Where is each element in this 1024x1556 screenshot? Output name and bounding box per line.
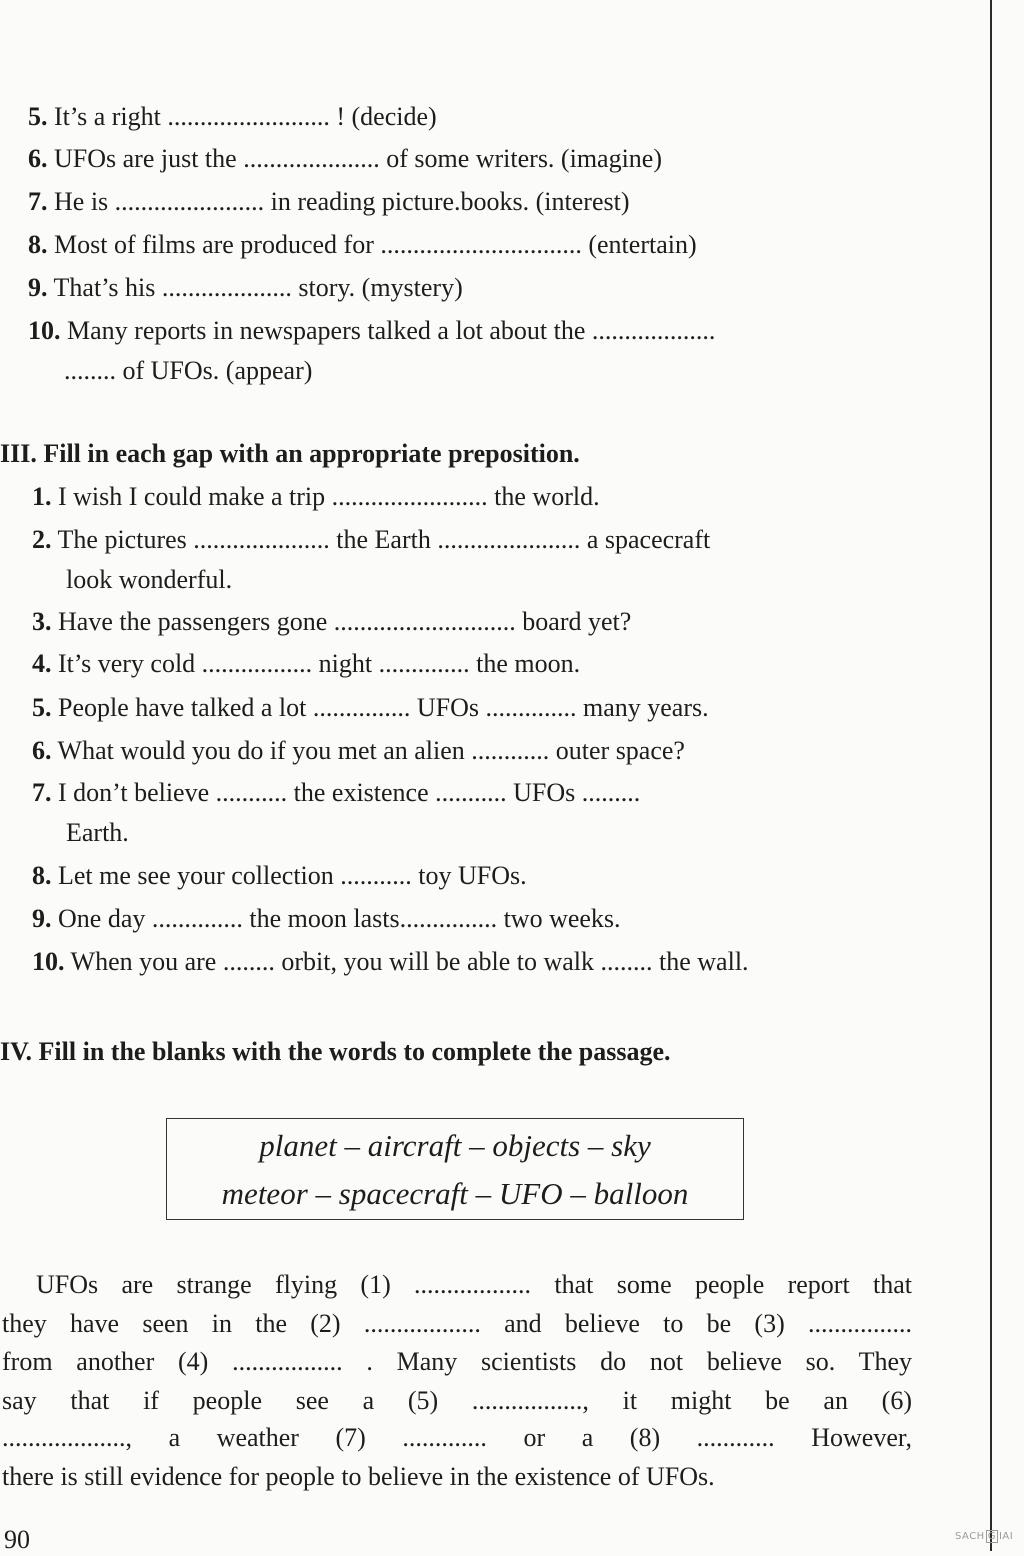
item-text: I wish I could make a trip ........................ the world.: [58, 482, 600, 511]
exercise-item: [32, 524, 710, 556]
passage-line: there is still evidence for people to believe in the existence of UFOs.: [2, 1462, 715, 1491]
item-number: 8.: [28, 230, 48, 259]
item-number: 1.: [32, 482, 52, 511]
watermark-text: IAI: [998, 1531, 1014, 1542]
right-margin-rule: [990, 0, 992, 1551]
exercise-item: [32, 946, 749, 978]
item-number: 9.: [32, 904, 52, 933]
exercise-item: [28, 229, 697, 261]
item-text: He is ....................... in reading picture.books. (interest): [54, 187, 630, 216]
section-heading: IV. Fill in the blanks with the words to complete the passage.: [0, 1037, 671, 1066]
exercise-item: [32, 777, 640, 809]
item-text: One day .............. the moon lasts............... two weeks.: [58, 904, 621, 933]
exercise-item-continuation: [64, 355, 312, 387]
watermark-text: SACH: [955, 1531, 985, 1542]
section-heading: III. Fill in each gap with an appropriate preposition.: [0, 439, 580, 468]
item-number: 10.: [28, 316, 61, 345]
item-text: Many reports in newspapers talked a lot about the ...................: [67, 316, 716, 345]
item-text: ........ of UFOs. (appear): [64, 356, 313, 385]
item-number: 7.: [28, 187, 48, 216]
item-text: Earth.: [66, 818, 129, 847]
word-bank-box: [166, 1118, 744, 1220]
exercise-item: [32, 606, 631, 638]
exercise-item: [28, 272, 463, 304]
item-number: 5.: [28, 102, 48, 131]
item-text: That’s his .................... story. (mystery): [53, 273, 463, 302]
item-number: 3.: [32, 607, 52, 636]
exercise-item: [32, 648, 580, 680]
item-text: It’s very cold ................. night .............. the moon.: [58, 649, 581, 678]
item-text: What would you do if you met an alien ............ outer space?: [57, 736, 685, 765]
item-number: 4.: [32, 649, 52, 678]
exercise-item: [28, 186, 630, 218]
exercise-item: [28, 101, 437, 133]
exercise-item: [32, 903, 621, 935]
exercise-item-continuation: [66, 564, 232, 596]
passage-line: from another (4) ................. . Many scientists do not believe so. They: [2, 1347, 912, 1376]
exercise-item: [32, 481, 600, 513]
passage-line: ..................., a weather (7) ............. or a (8) ............ However,: [2, 1423, 912, 1452]
item-text: I don’t believe ........... the existence ........... UFOs .........: [58, 778, 641, 807]
exercise-item: [32, 735, 685, 767]
item-number: 5.: [32, 693, 52, 722]
word-bank-row: planet – aircraft – objects – sky: [259, 1128, 651, 1163]
item-number: 6.: [28, 144, 48, 173]
item-text: The pictures ..................... the Earth ...................... a spacecraft: [57, 525, 711, 554]
passage-line: UFOs are strange flying (1) .................. that some people report that: [36, 1270, 912, 1299]
item-text: People have talked a lot ............... UFOs .............. many years.: [58, 693, 709, 722]
item-text: UFOs are just the ..................... of some writers. (imagine): [54, 144, 663, 173]
item-number: 6.: [32, 736, 52, 765]
exercise-item: [32, 692, 709, 724]
item-text: Let me see your collection ........... toy UFOs.: [58, 861, 527, 890]
exercise-item: [28, 315, 715, 347]
exercise-item-continuation: [66, 817, 129, 849]
exercise-item: [32, 860, 527, 892]
item-number: 9.: [28, 273, 48, 302]
passage-line: say that if people see a (5) ................., it might be an (6): [2, 1386, 912, 1415]
item-text: Have the passengers gone ............................ board yet?: [58, 607, 632, 636]
item-text: When you are ........ orbit, you will be able to walk ........ the wall.: [70, 947, 749, 976]
item-text: look wonderful.: [66, 565, 233, 594]
watermark-text: G: [987, 1531, 996, 1542]
item-text: It’s a right ......................... ! (decide): [54, 102, 437, 131]
word-bank-row: meteor – spacecraft – UFO – balloon: [221, 1176, 689, 1211]
item-number: 2.: [32, 525, 52, 554]
item-number: 7.: [32, 778, 52, 807]
exercise-item: [28, 143, 662, 175]
item-number: 8.: [32, 861, 52, 890]
watermark-logo: [955, 1530, 1013, 1543]
passage-line: they have seen in the (2) .................. and believe to be (3) ................: [2, 1309, 912, 1338]
page-number: 90: [4, 1525, 30, 1554]
item-number: 10.: [32, 947, 65, 976]
item-text: Most of films are produced for ............................... (entertain): [54, 230, 697, 259]
